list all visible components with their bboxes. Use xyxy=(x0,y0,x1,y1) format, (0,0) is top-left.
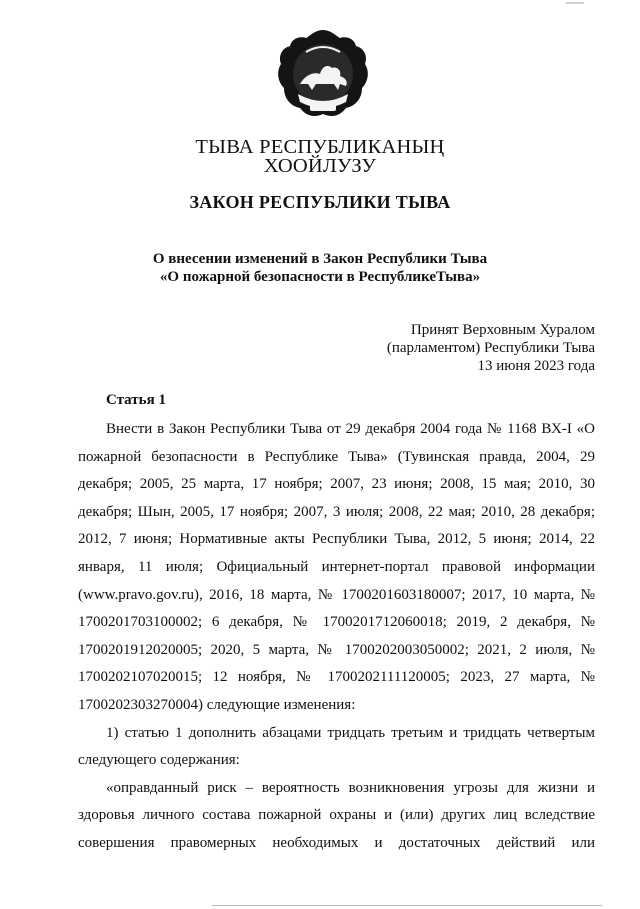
article-paragraph-2: 1) статью 1 дополнить абзацами тридцать третьим и тридцать четвертым следующего содержания: xyxy=(78,724,595,769)
adoption-date: 13 июня 2023 года xyxy=(477,358,595,374)
adopted-by-line1: Принят Верховным Хуралом xyxy=(410,322,595,338)
scan-artifact-dot xyxy=(566,2,584,4)
law-title: ЗАКОН РЕСПУБЛИКИ ТЫВА xyxy=(189,192,451,212)
article-heading: Статья 1 xyxy=(106,392,166,408)
org-name-line2: ХООЙЛУЗУ xyxy=(263,155,377,177)
article-paragraph-3: «оправданный риск – вероятность возникновения угрозы для жизни и здоровья личного состава пожарной охраны и (или) других лиц вследствие совершения правомерных необходимых и достаточных действий или xyxy=(78,779,595,851)
article-body xyxy=(78,416,595,858)
adopted-by-line2: (парламентом) Республики Тыва xyxy=(386,340,595,356)
tuva-coat-of-arms-icon xyxy=(276,28,370,120)
scan-artifact-line xyxy=(212,905,602,906)
law-subject-line2: «О пожарной безопасности в РеспубликеТыва» xyxy=(159,269,481,285)
article-paragraph-1: Внести в Закон Республики Тыва от 29 декабря 2004 года № 1168 ВХ-I «О пожарной безопасности в Республике Тыва» (Тувинская правда, 2004, 29 декабря; 2005, 25 марта, 17 ноября; 2007, 23 июня; 2008, 15 мая; 2010, 30 декабря; Шын, 2005, 17 ноября; 2007, 3 июля; 2008, 22 мая; 2010, 28 декабря; 2012, 7 июня; Нормативные акты Республики Тыва, 2012, 5 июня; 2014, 22 января, 11 июля; Официальный интернет-портал правовой информации (www.pravo.gov.ru), 2016, 18 марта, № 1700201603180007; 2017, 10 марта, № 1700201703100002; 6 декабря, № 1700201712060018; 2019, 2 декабря, № 1700201912020005; 2020, 5 марта, № 1700202003050002; 2021, 2 июля, № 1700202107020015; 12 ноября, № 1700202111120005; 2023, 27 марта, № 1700202303270004) следующие изменения: xyxy=(78,421,595,713)
org-name-line1: ТЫВА РЕСПУБЛИКАНЫҢ xyxy=(195,136,445,158)
law-subject-line1: О внесении изменений в Закон Республики Тыва xyxy=(152,251,488,267)
